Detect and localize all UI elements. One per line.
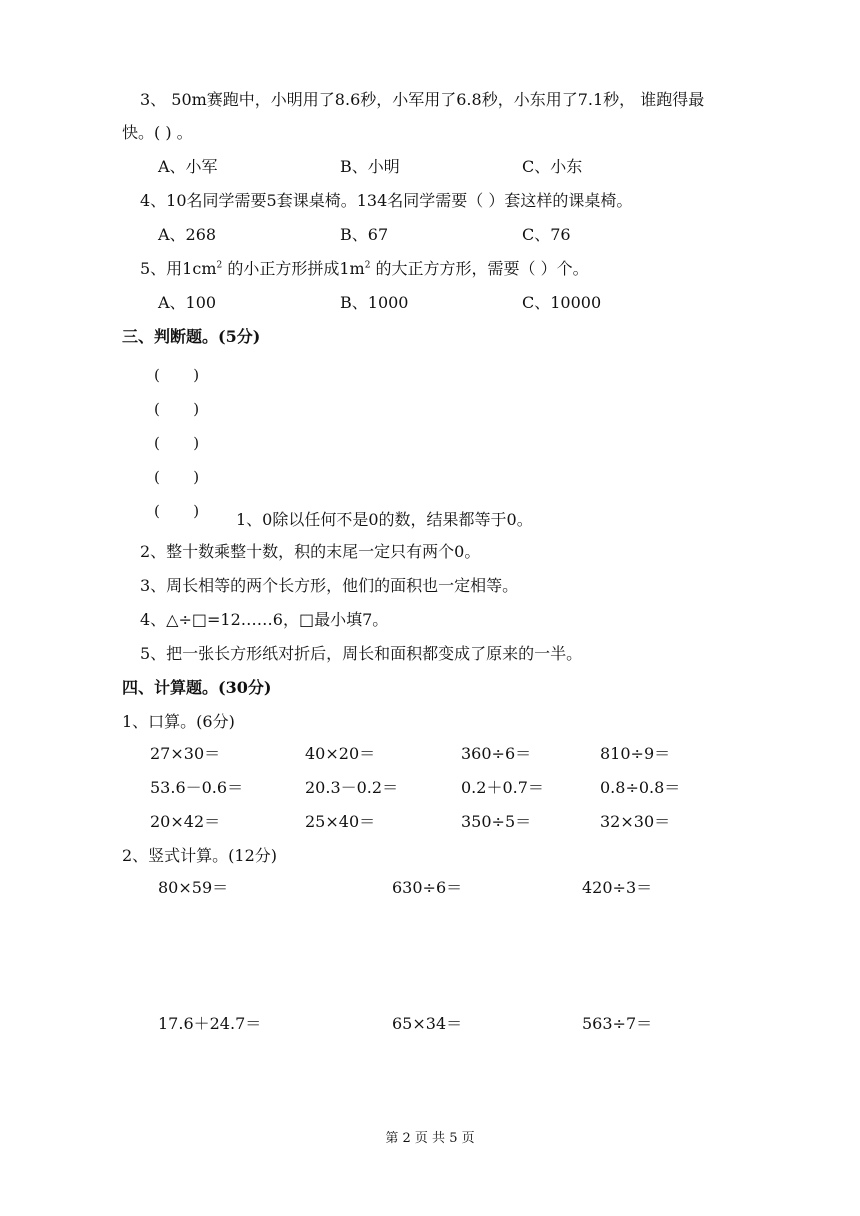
q3-option-b: B、小明 [340, 157, 400, 176]
oral-problem: 32×30＝ [600, 812, 671, 831]
oral-problem: 40×20＝ [305, 744, 376, 763]
q3-line2: 快。( ) 。 [122, 123, 193, 142]
q5-text-post: 的大正方方形，需要（ ）个。 [370, 259, 589, 278]
q4-option-b: B、67 [340, 225, 389, 244]
judge-item: 2、整十数乘整十数，积的末尾一定只有两个0。 [140, 542, 481, 561]
q5-text-mid: 的小正方形拼成1m [222, 259, 365, 278]
q5-line1 [140, 258, 589, 280]
vertical-problem: 563÷7＝ [582, 1014, 653, 1033]
judge-item: 3、周长相等的两个长方形，他们的面积也一定相等。 [140, 576, 519, 595]
q3-option-c: C、小东 [522, 157, 583, 176]
vertical-problem: 80×59＝ [158, 878, 229, 897]
q3-option-a: A、小军 [158, 157, 218, 176]
oral-problem: 20.3－0.2＝ [305, 778, 399, 797]
vertical-problem: 17.6＋24.7＝ [158, 1014, 262, 1033]
q5-option-b: B、1000 [340, 293, 409, 312]
calc-heading: 四、计算题。(30分) [122, 678, 272, 697]
oral-problem: 360÷6＝ [461, 744, 532, 763]
judge-answer-blank[interactable]: ( ) [154, 468, 200, 486]
oral-problem: 20×42＝ [150, 812, 221, 831]
oral-problem: 0.8÷0.8＝ [600, 778, 681, 797]
q5-sup-m: 2 [364, 260, 371, 271]
judge-item: 1、0除以任何不是0的数，结果都等于0。 [236, 510, 533, 529]
q5-sup-cm: 2 [216, 260, 223, 271]
q4-option-a: A、268 [158, 225, 217, 244]
vertical-problem: 630÷6＝ [392, 878, 463, 897]
q5-option-c: C、10000 [522, 293, 602, 312]
judge-item: 5、把一张长方形纸对折后，周长和面积都变成了原来的一半。 [140, 644, 583, 663]
judge-heading: 三、判断题。(5分) [122, 327, 261, 346]
q5-text-pre: 5、用1cm [140, 259, 217, 278]
oral-problem: 350÷5＝ [461, 812, 532, 831]
q5-option-a: A、100 [158, 293, 217, 312]
page-footer: 第 2 页 共 5 页 [385, 1131, 475, 1146]
judge-answer-blank[interactable]: ( ) [154, 366, 200, 384]
judge-item: 4、△÷□=12……6，□最小填7。 [140, 610, 389, 629]
vertical-calc-title: 2、竖式计算。(12分) [122, 846, 278, 865]
vertical-problem: 65×34＝ [392, 1014, 463, 1033]
judge-answer-blank[interactable]: ( ) [154, 502, 200, 520]
oral-problem: 0.2＋0.7＝ [461, 778, 544, 797]
oral-problem: 810÷9＝ [600, 744, 671, 763]
oral-calc-title: 1、口算。(6分) [122, 712, 235, 731]
q4-option-c: C、76 [522, 225, 571, 244]
oral-problem: 27×30＝ [150, 744, 221, 763]
oral-problem: 25×40＝ [305, 812, 376, 831]
oral-problem: 53.6－0.6＝ [150, 778, 244, 797]
judge-answer-blank[interactable]: ( ) [154, 400, 200, 418]
vertical-problem: 420÷3＝ [582, 878, 653, 897]
judge-answer-blank[interactable]: ( ) [154, 434, 200, 452]
q4-line1: 4、10名同学需要5套课桌椅。134名同学需要（ ）套这样的课桌椅。 [140, 191, 633, 210]
q3-line1: 3、 50m赛跑中，小明用了8.6秒，小军用了6.8秒，小东用了7.1秒， 谁跑得最 [140, 90, 705, 109]
